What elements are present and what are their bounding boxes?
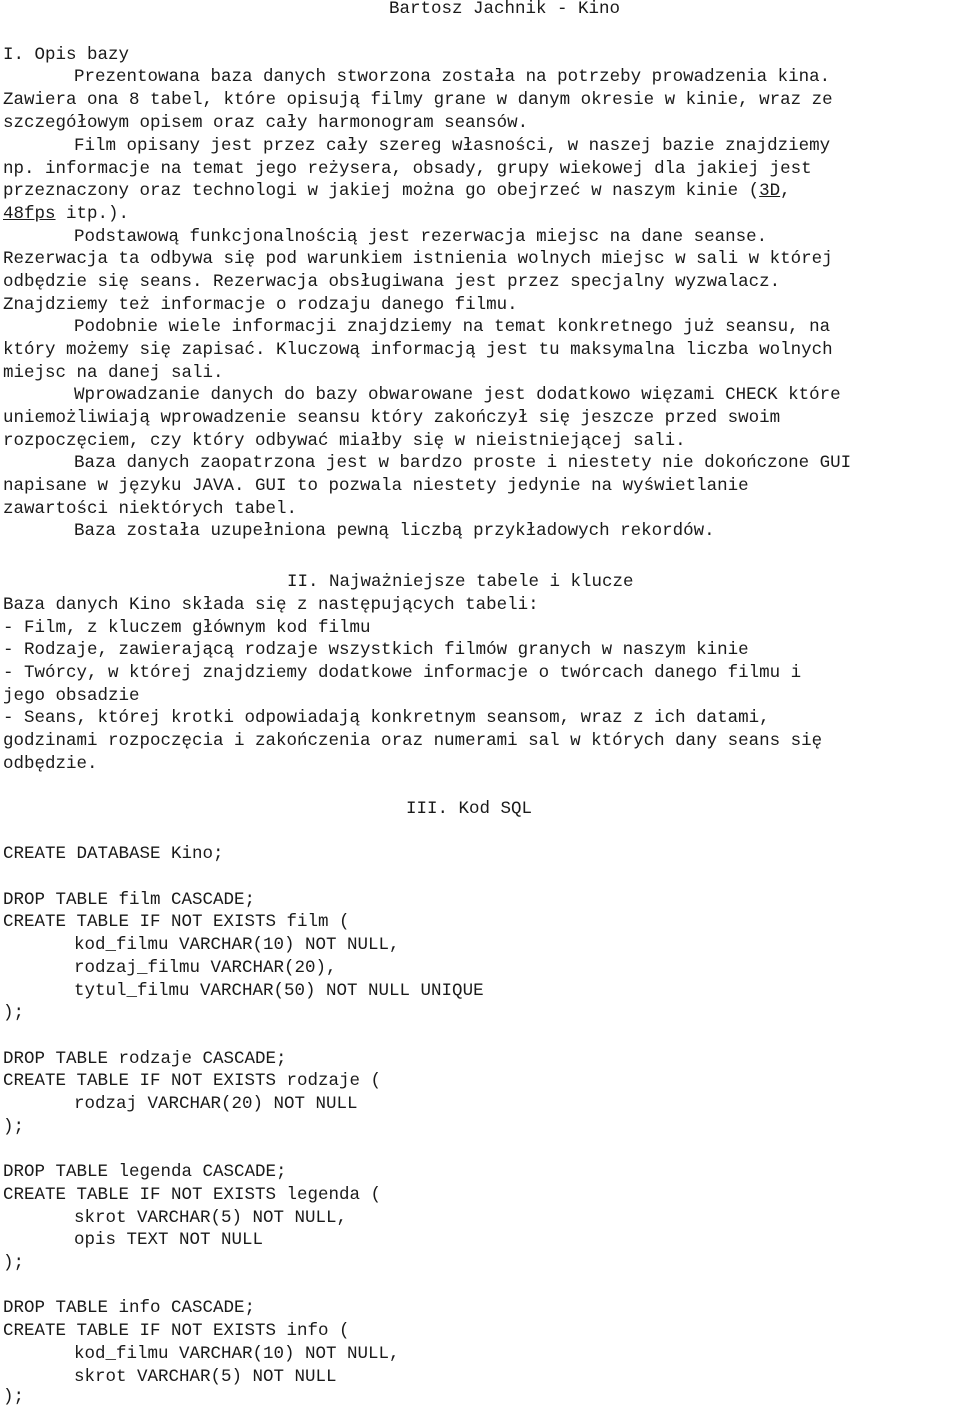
sql-line: skrot VARCHAR(5) NOT NULL, — [74, 1208, 348, 1228]
paragraph-line: Podstawową funkcjonalnością jest rezerwacja miejsc na dane seanse. — [74, 227, 768, 247]
paragraph-line: np. informacje na temat jego reżysera, obsady, grupy wiekowej dla jakiej jest — [3, 159, 812, 179]
paragraph-line — [3, 203, 129, 226]
sql-line: ); — [3, 1117, 25, 1137]
sql-line: ); — [3, 1387, 25, 1407]
sql-line: rodzaj_filmu VARCHAR(20), — [74, 958, 337, 978]
text-3d: 3D — [759, 181, 781, 201]
sql-line: tytul_filmu VARCHAR(50) NOT NULL UNIQUE — [74, 981, 484, 1001]
paragraph-line: który możemy się zapisać. Kluczową informacją jest tu maksymalna liczba wolnych — [3, 340, 833, 360]
sql-line: opis TEXT NOT NULL — [74, 1230, 264, 1250]
sql-line: DROP TABLE info CASCADE; — [3, 1298, 256, 1318]
paragraph-line: Rezerwacja ta odbywa się pod warunkiem istnienia wolnych miejsc w sali w której — [3, 249, 833, 269]
text-fragment: itp.). — [55, 204, 130, 224]
sql-line: CREATE TABLE IF NOT EXISTS legenda ( — [3, 1185, 382, 1205]
list-item-continuation: godzinami rozpoczęcia i zakończenia oraz numerami sal w których dany seans się — [3, 731, 823, 751]
sql-line: DROP TABLE film CASCADE; — [3, 890, 256, 910]
section3-heading: III. Kod SQL — [406, 799, 533, 819]
list-item: - Seans, której krotki odpowiadają konkretnym seansom, wraz z ich datami, — [3, 708, 770, 728]
sql-line: kod_filmu VARCHAR(10) NOT NULL, — [74, 935, 400, 955]
list-item-continuation: jego obsadzie — [3, 686, 140, 706]
document-title: Bartosz Jachnik - Kino — [389, 0, 621, 19]
sql-line: CREATE TABLE IF NOT EXISTS film ( — [3, 912, 350, 932]
paragraph-line: napisane w języku JAVA. GUI to pozwala niestety jedynie na wyświetlanie — [3, 476, 749, 496]
sql-line: rodzaj VARCHAR(20) NOT NULL — [74, 1094, 358, 1114]
paragraph-line: szczegółowym opisem oraz cały harmonogram seansów. — [3, 113, 529, 133]
paragraph-line — [3, 180, 791, 203]
sql-line: skrot VARCHAR(5) NOT NULL — [74, 1367, 337, 1387]
sql-line: CREATE TABLE IF NOT EXISTS info ( — [3, 1321, 350, 1341]
text-48fps: 48fps — [3, 204, 56, 224]
sql-line: kod_filmu VARCHAR(10) NOT NULL, — [74, 1344, 400, 1364]
sql-line: CREATE TABLE IF NOT EXISTS rodzaje ( — [3, 1071, 382, 1091]
paragraph-line: zawartości niektórych tabel. — [3, 499, 298, 519]
sql-line: ); — [3, 1253, 25, 1273]
paragraph-line: Film opisany jest przez cały szereg własności, w naszej bazie znajdziemy — [74, 136, 831, 156]
paragraph-line: Znajdziemy też informacje o rodzaju danego filmu. — [3, 295, 518, 315]
list-item: - Film, z kluczem głównym kod filmu — [3, 618, 371, 638]
paragraph-line: odbędzie się seans. Rezerwacja obsługiwana jest przez specjalny wyzwalacz. — [3, 272, 781, 292]
section1-heading: I. Opis bazy — [3, 45, 130, 65]
paragraph-line: Baza danych Kino składa się z następujących tabeli: — [3, 595, 539, 615]
sql-line: DROP TABLE legenda CASCADE; — [3, 1162, 287, 1182]
list-item-continuation: odbędzie. — [3, 754, 98, 774]
paragraph-line: Prezentowana baza danych stworzona została na potrzeby prowadzenia kina. — [74, 67, 831, 87]
paragraph-line: Podobnie wiele informacji znajdziemy na temat konkretnego już seansu, na — [74, 317, 831, 337]
sql-line: DROP TABLE rodzaje CASCADE; — [3, 1049, 287, 1069]
list-item: - Twórcy, w której znajdziemy dodatkowe informacje o twórcach danego filmu i — [3, 663, 802, 683]
section2-heading: II. Najważniejsze tabele i klucze — [287, 572, 634, 592]
text-fragment: przeznaczony oraz technologi w jakiej można go obejrzeć w naszym kinie ( — [3, 181, 760, 201]
paragraph-line: uniemożliwiają wprowadzenie seansu który zakończył się jeszcze przed swoim — [3, 408, 781, 428]
sql-line: CREATE DATABASE Kino; — [3, 844, 224, 864]
paragraph-line: Zawiera ona 8 tabel, które opisują filmy grane w danym okresie w kinie, wraz ze — [3, 90, 833, 110]
text-fragment: , — [780, 181, 791, 201]
paragraph-line: miejsc na danej sali. — [3, 363, 224, 383]
paragraph-line: Baza została uzupełniona pewną liczbą przykładowych rekordów. — [74, 521, 715, 541]
paragraph-line: rozpoczęciem, czy który odbywać miałby się w nieistniejącej sali. — [3, 431, 686, 451]
sql-line: ); — [3, 1003, 25, 1023]
paragraph-line: Baza danych zaopatrzona jest w bardzo proste i niestety nie dokończone GUI — [74, 453, 852, 473]
paragraph-line: Wprowadzanie danych do bazy obwarowane jest dodatkowo więzami CHECK które — [74, 385, 841, 405]
list-item: - Rodzaje, zawierającą rodzaje wszystkich filmów granych w naszym kinie — [3, 640, 749, 660]
